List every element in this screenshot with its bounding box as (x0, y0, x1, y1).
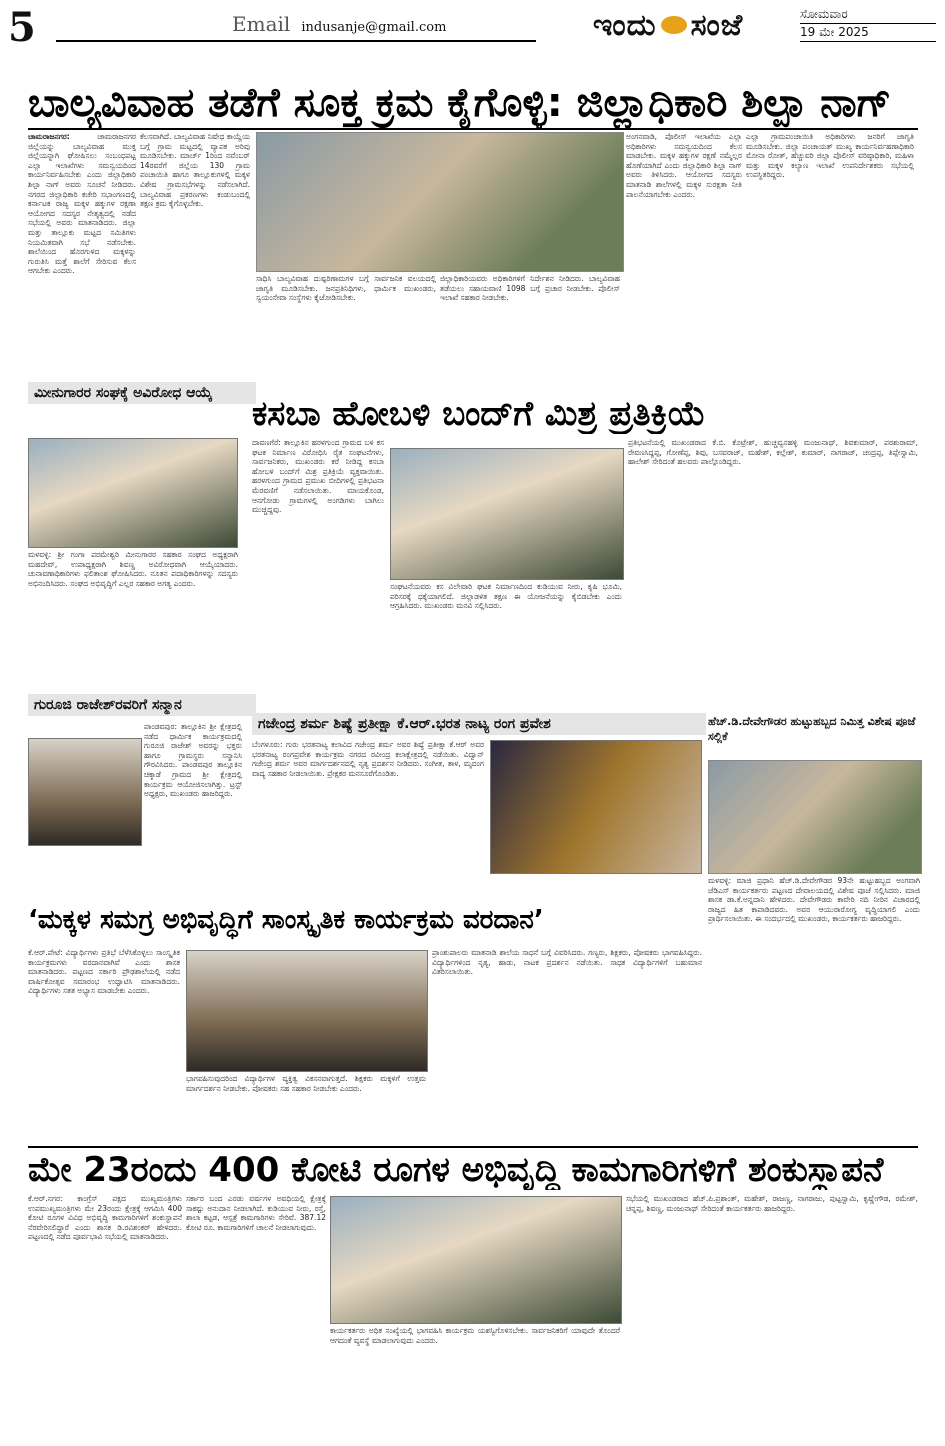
article-col: ಎಲ್ಲಾ ಗ್ರಾಮಪಂಚಾಯಿತಿ ಅಧಿಕಾರಿಗಳು ಜನರಿಗೆ ಜಾಗೃತಿ ಮೂಡಿಸಬೇಕು. ಜಿಲ್ಲಾ ಪಂಚಾಯತ್ ಮುಖ್ಯ ಕಾರ್ಯನಿರ್ವಹಣಾಧಿಕಾರಿ ಮೋನಾ ರೋತ್, ಹೆಚ್ಚುವರಿ ಜಿಲ್ಲಾ ಪೊಲೀಸ್ ವರಿಷ್ಠಾಧಿಕಾರಿ, ಮಹಿಳಾ ಮತ್ತು ಮಕ್ಕಳ ಕಲ್ಯಾಣ ಇಲಾಖೆ ಉಪನಿರ್ದೇಶಕರು ಸಭೆಯಲ್ಲಿ ಉಪಸ್ಥಿತರಿದ್ದರು. (746, 132, 914, 180)
article-text: ಮಳವಳ್ಳಿ: ಮಾಜಿ ಪ್ರಧಾನಿ ಹೆಚ್.ಡಿ.ದೇವೇಗೌಡರ 93ನೇ ಹುಟ್ಟುಹಬ್ಬದ ಅಂಗವಾಗಿ ಜೆಡಿಎಸ್ ಕಾರ್ಯಕರ್ತರು ಪಟ್ಟಣದ ದೇವಾಲಯದಲ್ಲಿ ವಿಶೇಷ ಪೂಜೆ ಸಲ್ಲಿಸಿದರು. ಮಾಜಿ ಶಾಸಕ ಡಾ.ಕೆ.ಅನ್ನದಾನಿ ಹೇಳಿದರು. ದೇವೇಗೌಡರು ಕಾವೇರಿ ನದಿ ನೀರಿನ ವಿಚಾರದಲ್ಲಿ ರಾಜ್ಯದ ಹಿತ ಕಾಪಾಡಿದವರು. ಅವರ ಆಯುರಾರೋಗ್ಯ ವೃದ್ಧಿಯಾಗಲಿ ಎಂದು ಪ್ರಾರ್ಥಿಸಲಾಯಿತು. ಈ ಸಂದರ್ಭದಲ್ಲಿ ಮುಖಂಡರು, ಕಾರ್ಯಕರ್ತರು ಹಾಜರಿದ್ದರು. (708, 876, 920, 924)
article-col: ಕೆಲಸವಾಗಿದೆ. ಬಾಲ್ಯವಿವಾಹ ನಿಷೇಧ ಕಾಯ್ದೆಯ ಬಗ್ಗೆ ಗ್ರಾಮ ಮಟ್ಟದಲ್ಲಿ ವ್ಯಾಪಕ ಅರಿವು ಮೂಡಿಸಬೇಕು. ಮಾರ್ಚ್ 1ರಿಂದ ನವೆಂಬರ್ 14ರವರೆಗೆ ಜಿಲ್ಲೆಯ 130 ಗ್ರಾಮ ಪಂಚಾಯಿತಿ ಹಾಗೂ ತಾಲ್ಲೂಕುಗಳಲ್ಲಿ ಮಕ್ಕಳ ವಿಶೇಷ ಗ್ರಾಮಸಭೆಗಳನ್ನು ನಡೆಸಲಾಗಿದೆ. ಬಾಲ್ಯವಿವಾಹ ಪ್ರಕರಣಗಳು ಕಂಡುಬಂದಲ್ಲಿ ತಕ್ಷಣ ಕ್ರಮ ಕೈಗೊಳ್ಳಬೇಕು. (140, 132, 250, 209)
puja-photo (708, 760, 922, 874)
article-text: ಮಳವಳ್ಳಿ: ಶ್ರೀ ಗಂಗಾ ಪರಮೇಶ್ವರಿ ಮೀನುಗಾರರ ಸಹಕಾರ ಸಂಘದ ಅಧ್ಯಕ್ಷರಾಗಿ ಮಹದೇವ್, ಉಪಾಧ್ಯಕ್ಷರಾಗಿ ಶಿವಣ್ಣ ಅವಿರೋಧವಾಗಿ ಆಯ್ಕೆಯಾದರು. ಚುನಾವಣಾಧಿಕಾರಿಗಳು ಫಲಿತಾಂಶ ಘೋಷಿಸಿದರು. ನೂತನ ಪದಾಧಿಕಾರಿಗಳನ್ನು ಸದಸ್ಯರು ಅಭಿನಂದಿಸಿದರು. ಸಂಘದ ಅಭಿವೃದ್ಧಿಗೆ ಎಲ್ಲರ ಸಹಕಾರ ಅಗತ್ಯ ಎಂದರು. (28, 550, 238, 588)
issue-day: ಸೋಮವಾರ (800, 6, 936, 24)
masthead-left: ಇಂದು (592, 7, 657, 43)
dateline: ಚಾಮರಾಜನಗರ: (28, 132, 70, 141)
article-text: ಸಂಘಟನೆಯವರು ಕಸ ವಿಲೇವಾರಿ ಘಟಕ ನಿರ್ಮಾಣದಿಂದ ಕುಡಿಯುವ ನೀರು, ಕೃಷಿ ಭೂಮಿ, ಪರಿಸರಕ್ಕೆ ಧಕ್ಕೆಯಾಗಲಿದೆ. ಜಿಲ್ಲಾಡಳಿತ ತಕ್ಷಣ ಈ ಯೋಜನೆಯನ್ನು ಕೈಬಿಡಬೇಕು ಎಂದು ಆಗ್ರಹಿಸಿದರು. ಮುಖಂಡರು ಮನವಿ ಸಲ್ಲಿಸಿದರು. (390, 582, 622, 611)
divider (28, 128, 918, 130)
headline-foundation-stone: ಮೇ 23ರಂದು 400 ಕೋಟಿ ರೂಗಳ ಅಭಿವೃದ್ಧಿ ಕಾಮಗಾರಿಗಳಿಗೆ ಶಂಕುಸ್ಥಾಪನೆ (28, 1150, 884, 1190)
group-photo (28, 438, 238, 548)
article-text: ಚಾಮರಾಜನಗರ ಜಿಲ್ಲೆಯನ್ನು ಬಾಲ್ಯವಿವಾಹ ಮುಕ್ತ ಜಿಲ್ಲೆಯನ್ನಾಗಿ ಘೋಷಿಸಲು ಸಂಬಂಧಪಟ್ಟ ಎಲ್ಲಾ ಇಲಾಖೆಗಳು ಸಮನ್ವಯದಿಂದ ಕಾರ್ಯನಿರ್ವಹಿಸಬೇಕು ಎಂದು ಜಿಲ್ಲಾಧಿಕಾರಿ ಶಿಲ್ಪಾ ನಾಗ್ ಅವರು ಸೂಚನೆ ನೀಡಿದರು. ನಗರದ ಜಿಲ್ಲಾಧಿಕಾರಿ ಕಚೇರಿ ಸಭಾಂಗಣದಲ್ಲಿ ಕರ್ನಾಟಕ ರಾಜ್ಯ ಮಕ್ಕಳ ಹಕ್ಕುಗಳ ರಕ್ಷಣಾ ಆಯೋಗದ ಸದಸ್ಯರ ನೇತೃತ್ವದಲ್ಲಿ ನಡೆದ ಸಭೆಯಲ್ಲಿ ಅವರು ಮಾತನಾಡಿದರು. ಜಿಲ್ಲಾ ಮತ್ತು ತಾಲ್ಲೂಕು ಮಟ್ಟದ ಸಮಿತಿಗಳು ನಿಯಮಿತವಾಗಿ ಸಭೆ ನಡೆಸಬೇಕು. ಶಾಲೆಯಿಂದ ಹೊರಗುಳಿದ ಮಕ್ಕಳನ್ನು ಗುರುತಿಸಿ ಮತ್ತೆ ಶಾಲೆಗೆ ಸೇರಿಸುವ ಕೆಲಸ ಆಗಬೇಕು ಎಂದರು. (28, 132, 136, 276)
article-text: ಭಾಗವಹಿಸುವುದರಿಂದ ವಿದ್ಯಾರ್ಥಿಗಳ ವ್ಯಕ್ತಿತ್ವ ವಿಕಸನವಾಗುತ್ತದೆ. ಶಿಕ್ಷಕರು ಮಕ್ಕಳಿಗೆ ಉತ್ತಮ ಮಾರ್ಗದರ್ಶನ ನೀಡಬೇಕು. ಪೋಷಕರು ಸಹ ಸಹಕಾರ ನೀಡಬೇಕು ಎಂದರು. (186, 1074, 426, 1093)
article-col (28, 132, 136, 350)
article-col: ಸಾಧಿಸಿ ಬಾಲ್ಯವಿವಾಹ ದುಷ್ಪರಿಣಾಮಗಳ ಬಗ್ಗೆ ಸಾರ್ವಜನಿಕ ವಲಯದಲ್ಲಿ ಜಾಗೃತಿ ಮೂಡಿಸಬೇಕು. ಜನಪ್ರತಿನಿಧಿಗಳು, ಧಾರ್ಮಿಕ ಮುಖಂಡರು, ಸ್ವಯಂಸೇವಾ ಸಂಸ್ಥೆಗಳು ಕೈಜೋಡಿಸಬೇಕು. (256, 274, 436, 303)
article-text: ಕೆ.ಆರ್.ಪೇಟೆ: ವಿದ್ಯಾರ್ಥಿಗಳು ಪ್ರತಿಭೆ ಬೆಳೆಸಿಕೊಳ್ಳಲು ಸಾಂಸ್ಕೃತಿಕ ಕಾರ್ಯಕ್ರಮಗಳು ವರದಾನವಾಗಿವೆ ಎಂದು ಶಾಸಕ ಮಾತನಾಡಿದರು. ಪಟ್ಟಣದ ಸರ್ಕಾರಿ ಪ್ರೌಢಶಾಲೆಯಲ್ಲಿ ನಡೆದ ವಾರ್ಷಿಕೋತ್ಸವ ಸಮಾರಂಭ ಉದ್ಘಾಟಿಸಿ ಮಾತನಾಡಿದರು. ವಿದ್ಯಾರ್ಥಿಗಳು ಸತತ ಅಭ್ಯಾಸ ಮಾಡಬೇಕು ಎಂದರು. (28, 948, 180, 996)
article-text: ಬೆಂಗಳೂರು: ಗುರು ಭರತನಾಟ್ಯ ಕಲಾವಿದ ಗಜೇಂದ್ರ ಶರ್ಮ ಅವರ ಶಿಷ್ಯೆ ಪ್ರತೀಕ್ಷಾ ಕೆ.ಆರ್ ಅವರ ಭರತನಾಟ್ಯ ರಂಗಪ್ರವೇಶ ಕಾರ್ಯಕ್ರಮ ನಗರದ ರವೀಂದ್ರ ಕಲಾಕ್ಷೇತ್ರದಲ್ಲಿ ನಡೆಯಿತು. ವಿದ್ವಾನ್ ಗಜೇಂದ್ರ ಶರ್ಮ ಅವರ ಮಾರ್ಗದರ್ಶನದಲ್ಲಿ ನೃತ್ಯ ಪ್ರದರ್ಶನ ನೀಡಿದರು. ಸಂಗೀತ, ತಾಳ, ಮೃದಂಗ ವಾದ್ಯ ಸಹಕಾರ ನೀಡಲಾಯಿತು. ಪ್ರೇಕ್ಷಕರ ಮನಸೂರೆಗೊಂಡಿತು. (252, 740, 484, 778)
meeting-photo (256, 132, 624, 272)
article-text: ಸಭೆಯಲ್ಲಿ ಮುಖಂಡರಾದ ಹೆಚ್.ಪಿ.ಪ್ರಶಾಂತ್, ಮಹೇಶ್, ರಾಜಣ್ಣ, ನಾಗರಾಜು, ಪುಟ್ಟಸ್ವಾಮಿ, ಕೃಷ್ಣೇಗೌಡ, ರಮೇಶ್, ಚನ್ನಪ್ಪ, ಶಿವಣ್ಣ, ಮಂಜುನಾಥ್ ಸೇರಿದಂತೆ ಕಾರ್ಯಕರ್ತರು ಹಾಜರಿದ್ದರು. (626, 1194, 918, 1213)
headline-kasaba-bandh: ಕಸಬಾ ಹೋಬಳಿ ಬಂದ್‌ಗೆ ಮಿಶ್ರ ಪ್ರತಿಕ್ರಿಯೆ (252, 394, 706, 434)
email-label: Email (232, 12, 291, 36)
headline-puja: ಹೆಚ್.ಡಿ.ದೇವೇಗೌಡರ ಹುಟ್ಟುಹಬ್ಬದ ನಿಮಿತ್ತ ವಿಶೇಷ ಪೂಜೆ ಸಲ್ಲಿಕೆ (708, 715, 916, 743)
issue-date: 19 ಮೇ 2025 (800, 24, 936, 42)
article-text: ಪ್ರಾಂಶುಪಾಲರು ಮಾತನಾಡಿ ಶಾಲೆಯ ಸಾಧನೆ ಬಗ್ಗೆ ವಿವರಿಸಿದರು. ಗಣ್ಯರು, ಶಿಕ್ಷಕರು, ಪೋಷಕರು ಭಾಗವಹಿಸಿದ್ದರು. ವಿದ್ಯಾರ್ಥಿಗಳಿಂದ ನೃತ್ಯ, ಹಾಡು, ನಾಟಕ ಪ್ರದರ್ಶನ ನಡೆಯಿತು. ಸಾಧಕ ವಿದ್ಯಾರ್ಥಿಗಳಿಗೆ ಬಹುಮಾನ ವಿತರಿಸಲಾಯಿತು. (432, 948, 702, 977)
protest-photo (390, 448, 624, 580)
article-text: ದಾವಣಗೆರೆ: ತಾಲ್ಲೂಕಿನ ಹರಳಗುಂದ ಗ್ರಾಮದ ಬಳಿ ಕಸ ಘಟಕ ನಿರ್ಮಾಣ ವಿರೋಧಿಸಿ ರೈತ ಸಂಘಟನೆಗಳು, ಸಾರ್ವಜನಿಕರು, ಮುಖಂಡರು ಕರೆ ನೀಡಿದ್ದ ಕಸಬಾ ಹೋಬಳಿ ಬಂದ್‌ಗೆ ಮಿಶ್ರ ಪ್ರತಿಕ್ರಿಯೆ ವ್ಯಕ್ತವಾಯಿತು. ಹರಳಗುಂದ ಗ್ರಾಮದ ಪ್ರಮುಖ ಬೀದಿಗಳಲ್ಲಿ ಪ್ರತಿಭಟನಾ ಮೆರವಣಿಗೆ ನಡೆಸಲಾಯಿತು. ಮಾಯಕೊಂಡ, ಆನಗೋಡು ಗ್ರಾಮಗಳಲ್ಲಿ ಅಂಗಡಿಗಳು ಬಾಗಿಲು ಮುಚ್ಚಿದ್ದವು. (252, 438, 384, 515)
article-text: ಕಾರ್ಯಕರ್ತರು ಅಧಿಕ ಸಂಖ್ಯೆಯಲ್ಲಿ ಭಾಗವಹಿಸಿ ಕಾರ್ಯಕ್ರಮ ಯಶಸ್ವಿಗೊಳಿಸಬೇಕು. ಸಾರ್ವಜನಿಕರಿಗೆ ಯಾವುದೇ ತೊಂದರೆ ಆಗದಂತೆ ವ್ಯವಸ್ಥೆ ಮಾಡಲಾಗುವುದು ಎಂದರು. (330, 1326, 620, 1345)
dance-photo (490, 740, 702, 874)
article-text: ಸರ್ಕಾರ ಬಂದ ಎರಡು ವರ್ಷಗಳ ಅವಧಿಯಲ್ಲಿ ಕ್ಷೇತ್ರಕ್ಕೆ ಸಾಕಷ್ಟು ಅನುದಾನ ನೀಡಲಾಗಿದೆ. ಕುಡಿಯುವ ನೀರು, ರಸ್ತೆ, ಶಾಲಾ ಕಟ್ಟಡ, ಆಸ್ಪತ್ರೆ ಕಾಮಗಾರಿಗಳು ಸೇರಿವೆ. 387.12 ಕೋಟಿ ರೂ. ಕಾಮಗಾರಿಗಳಿಗೆ ಚಾಲನೆ ನೀಡಲಾಗುವುದು. (186, 1194, 326, 1232)
email-address: indusanje@gmail.com (301, 20, 447, 35)
article-col: ಜಿಲ್ಲಾಧಿಕಾರಿಯವರು ಅಧಿಕಾರಿಗಳಿಗೆ ನಿರ್ದೇಶನ ನೀಡಿದರು. ಬಾಲ್ಯವಿವಾಹ ತಡೆಯಲು ಸಹಾಯವಾಣಿ 1098 ಬಗ್ಗೆ ಪ್ರಚಾರ ನೀಡಬೇಕು. ಪೊಲೀಸ್ ಇಲಾಖೆ ಸಹಕಾರ ನೀಡಬೇಕು. (440, 274, 620, 303)
masthead-logo (548, 4, 788, 46)
function-photo (186, 950, 428, 1072)
article-text: ಕೆ.ಆರ್.ನಗರ: ಕಾಂಗ್ರೆಸ್ ಪಕ್ಷದ ಮುಖ್ಯಮಂತ್ರಿಗಳು ಉಪಮುಖ್ಯಮಂತ್ರಿಗಳು ಮೇ 23ರಂದು ಕ್ಷೇತ್ರಕ್ಕೆ ಆಗಮಿಸಿ 400 ಕೋಟಿ ರೂಗಳ ವಿವಿಧ ಅಭಿವೃದ್ಧಿ ಕಾಮಗಾರಿಗಳಿಗೆ ಶಂಕುಸ್ಥಾಪನೆ ನೆರವೇರಿಸಲಿದ್ದಾರೆ ಎಂದು ಶಾಸಕ ಡಿ.ರವಿಶಂಕರ್ ಹೇಳಿದರು. ಪಟ್ಟಣದಲ್ಲಿ ನಡೆದ ಪೂರ್ವಭಾವಿ ಸಭೆಯಲ್ಲಿ ಮಾತನಾಡಿದರು. (28, 1194, 182, 1242)
headline-fishermen-society: ಮೀನುಗಾರರ ಸಂಘಕ್ಕೆ ಅವಿರೋಧ ಆಯ್ಕೆ (28, 382, 256, 404)
article-text: ಪಾಂಡವಪುರ: ತಾಲ್ಲೂಕಿನ ಶ್ರೀ ಕ್ಷೇತ್ರದಲ್ಲಿ ನಡೆದ ಧಾರ್ಮಿಕ ಕಾರ್ಯಕ್ರಮದಲ್ಲಿ ಗುರೂಜಿ ರಾಜೇಶ್ ಅವರನ್ನು ಭಕ್ತರು ಹಾಗೂ ಗ್ರಾಮಸ್ಥರು ಸನ್ಮಾನಿಸಿ ಗೌರವಿಸಿದರು. ಪಾಂಡವಪುರ ತಾಲ್ಲೂಕಿನ ಚಿಕ್ಕಾಡೆ ಗ್ರಾಮದ ಶ್ರೀ ಕ್ಷೇತ್ರದಲ್ಲಿ ಕಾರ್ಯಕ್ರಮ ಆಯೋಜಿಸಲಾಗಿತ್ತು. ಟ್ರಸ್ಟ್ ಅಧ್ಯಕ್ಷರು, ಮುಖಂಡರು ಹಾಜರಿದ್ದರು. (144, 722, 242, 799)
page-number: 5 (8, 4, 36, 51)
article-text: ಪ್ರತಿಭಟನೆಯಲ್ಲಿ ಮುಖಂಡರಾದ ಕೆ.ಬಿ. ಕೊಟ್ರೇಶ್, ಹುಚ್ಚವ್ವನಹಳ್ಳಿ ಮಂಜುನಾಥ್, ಶಿವಕುಮಾರ್, ಪರಶುರಾಮ್, ರೇವಣಸಿದ್ದಪ್ಪ, ಗೋಣೆಪ್ಪ, ಶಿವು, ಬಸವರಾಜ್, ಮಹೇಶ್, ಕಲ್ಲೇಶ್, ಕುಮಾರ್, ನಾಗರಾಜ್, ಚಂದ್ರಪ್ಪ, ತಿಪ್ಪೇಸ್ವಾಮಿ, ಹಾಲೇಶ್ ಸೇರಿದಂತೆ ಹಲವರು ಪಾಲ್ಗೊಂಡಿದ್ದರು. (628, 438, 918, 467)
headline-dance-debut: ಗಜೇಂದ್ರ ಶರ್ಮ ಶಿಷ್ಯೆ ಪ್ರತೀಕ್ಷಾ ಕೆ.ಆರ್.ಭರತ ನಾಟ್ಯ ರಂಗ ಪ್ರವೇಶ (252, 713, 706, 735)
article-col: ಅಂಗನವಾಡಿ, ಪೊಲೀಸ್ ಇಲಾಖೆಯ ಎಲ್ಲಾ ಅಧಿಕಾರಿಗಳು ಸಮನ್ವಯದಿಂದ ಕೆಲಸ ಮಾಡಬೇಕು. ಮಕ್ಕಳ ಹಕ್ಕುಗಳ ರಕ್ಷಣೆ ನಮ್ಮೆಲ್ಲರ ಹೊಣೆಯಾಗಿದೆ ಎಂದು ಜಿಲ್ಲಾಧಿಕಾರಿ ಶಿಲ್ಪಾ ನಾಗ್ ಅವರು ತಿಳಿಸಿದರು. ಆಯೋಗದ ಸದಸ್ಯರು ಮಾತನಾಡಿ ಶಾಲೆಗಳಲ್ಲಿ ಮಕ್ಕಳ ಸುರಕ್ಷತಾ ನೀತಿ ಪಾಲನೆಯಾಗಬೇಕು ಎಂದರು. (626, 132, 742, 199)
honour-photo (28, 738, 142, 846)
divider (28, 1146, 918, 1148)
meeting-hall-photo (330, 1196, 622, 1324)
headline-children-culture: ‘ಮಕ್ಕಳ ಸಮಗ್ರ ಅಭಿವೃದ್ಧಿಗೆ ಸಾಂಸ್ಕೃತಿಕ ಕಾರ್ಯಕ್ರಮ ವರದಾನ’ (28, 905, 544, 935)
email-block (232, 12, 446, 46)
date-block (800, 6, 936, 42)
masthead-right: ಸಂಜೆ (690, 7, 744, 43)
masthead-sun-icon (661, 16, 687, 34)
headline-child-marriage: ಬಾಲ್ಯವಿವಾಹ ತಡೆಗೆ ಸೂಕ್ತ ಕ್ರಮ ಕೈಗೊಳ್ಳಿ: ಜಿಲ್ಲಾಧಿಕಾರಿ ಶಿಲ್ಪಾ ನಾಗ್ (28, 80, 892, 126)
headline-honour: ಗುರೂಜಿ ರಾಜೇಶ್‌ರವರಿಗೆ ಸನ್ಮಾನ (28, 694, 256, 716)
